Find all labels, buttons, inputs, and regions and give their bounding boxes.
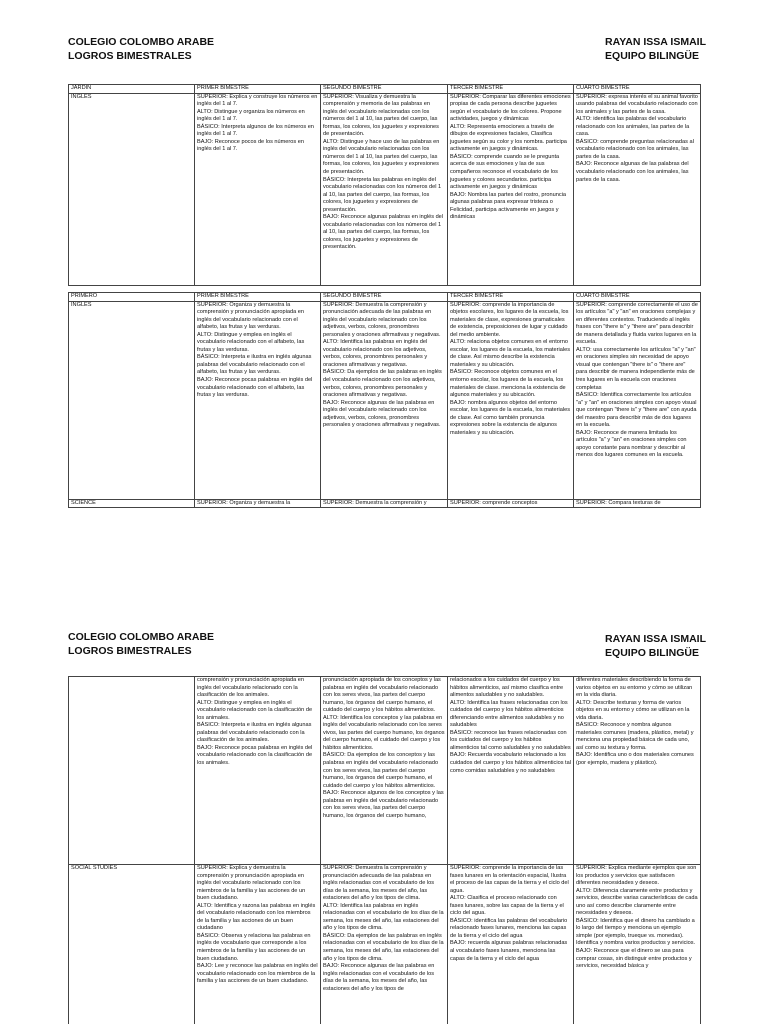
logros-cell: relacionados a los cuidados del cuerpo y los hábitos alimenticios, así mismo clasifica entre alimentos saludables y no saludables. ALTO: Identifica las frases relacionadas con los cuidados del cuerpo y los hábitos alimenticios diferenciando entre alimentos saludables y no saludables BÁSICO: reconoce las frases relacionadas con los cuidados del cuerpo y los hábitos alimenticios tal como saludables y no saludables BAJO: Recuerda vocabulario relacionado a los cuidados del cuerpo y los hábitos alimenticios tal como comidas saludables y no saludables: [448, 677, 574, 865]
table-header-row: [69, 293, 701, 302]
header-bim-3: TERCER BIMESTRE: [448, 293, 574, 302]
logros-cell: SUPERIOR: comprende correctamente el uso de los artículos "a" y "an" en oraciones complejas y en diferentes contextos. Traduciendo al inglés frases con "there is" y "there are" para describir de manera detallada y fluida varios lugares en la escuela. ALTO: usa correctamente los artículos "a" y "an" en oraciones simples sin necesidad de apoyo visual que contengan "there is" o "there are" para describir de manera independiente más de tres lugares en la escuela con oraciones completas BÁSICO: Identifica correctamente los artículos "a" y "an" en oraciones simples con apoyo visual que contengan "there is" y "there are" con ayuda del maestro para describir más de dos lugares en la escuela. BAJO: Reconoce de manera limitada los artículos "a" y "an" en oraciones simples con apoyo constante para nombrar y describir al menos dos lugares comunes en la escuela.: [574, 301, 701, 499]
logros-cell: SUPERIOR: Explica y demuestra la comprensión y pronunciación apropiada en inglés del vocabulario relacionado con los miembros de la familia y las acciones de un buen ciudadano. ALTO: Identifica y razona las palabras en inglés del vocabulario relacionado con los miembros de la familia y las acciones de un buen ciudadano BÁSICO: Observa y relaciona las palabras en inglés de vocabulario que corresponde a los miembros de la familia y las acciones de un buen ciudadano. BAJO: Lee y reconoce las palabras en inglés del vocabulario relacionado con los miembros de la familia y las acciones de un buen ciudadano.: [195, 865, 321, 1024]
table-jardin: [68, 84, 701, 286]
logros-cell: SUPERIOR: Explica y construye los números en inglés del 1 al 7. ALTO: Distingue y organiza los números en inglés del 1 al 7. BÁSICO: Interpreta algunos de los números en inglés del 1 al 7. BAJO: Reconoce pocos de los números en inglés del 1 al 7.: [195, 93, 321, 285]
teacher-name: RAYAN ISSA ISMAIL: [605, 36, 706, 48]
report-subtitle: LOGROS BIMESTRALES: [68, 645, 192, 657]
logros-cell: comprensión y pronunciación apropiada en inglés del vocabulario relacionado con la clasificación de los animales. ALTO: Distingue y emplea en inglés el vocabulario relacionado con la clasificación de los animales. BÁSICO: Interpreta e ilustra en inglés algunas palabras del vocabulario relacionado con la clasificación de los animales. BAJO: Reconoce pocas palabras en inglés del vocabulario relacionado con la clasificación de los animales.: [195, 677, 321, 865]
logros-cell: SUPERIOR: comprende conceptos: [448, 499, 574, 508]
logros-cell: SUPERIOR: comprende la importancia de objetos escolares, los lugares de la escuela, los materiales de clase, expresiones gramaticales de existencia, preposiciones de lugar y cuidado del medio ambiente. ALTO: relaciona objetos comunes en el entorno escolar, los lugares de la escuela, los materiales de clase. Así mismo describe la existencia materiales y su ubicación. BÁSICO: Reconoce objetos comunes en el entorno escolar, los lugares de la escuela, los materiales de clase. menciona la existencia de algunos materiales y su ubicación. BAJO: nombra algunos objetos del entorno escolar, los lugares de la escuela, los materiales de clase. Así como también pronuncia expresiones sobre la existencia de algunos materiales y su ubicación.: [448, 301, 574, 499]
team-name: EQUIPO BILINGÜE: [605, 647, 699, 659]
logros-cell: SUPERIOR: expresa interés el su animal favorito usando palabras del vocabulario relacionado con los animales y las partes de la casa. ALTO: identifica las palabras del vocabulario relacionado con los animales, las partes de la casa. BÁSICO: comprende preguntas relacionadas al vocabulario relacionado con los animales, las partes de la casa. BAJO: Reconoce algunas de las palabras del vocabulario relacionado con los animales, las partes de la casa.: [574, 93, 701, 285]
table-row: [69, 499, 701, 508]
teacher-name: RAYAN ISSA ISMAIL: [605, 633, 706, 645]
subject-label: SOCIAL STUDIES: [69, 865, 195, 1024]
header-left-page-2: [68, 630, 214, 658]
subject-label: SCIENCE: [69, 499, 195, 508]
logros-cell: SUPERIOR: Demuestra la comprensión y: [321, 499, 448, 508]
table-header-row: [69, 85, 701, 94]
school-name: COLEGIO COLOMBO ARABE: [68, 631, 215, 643]
header-right: [605, 35, 706, 63]
logros-cell: pronunciación apropiada de los conceptos y las palabras en inglés del vocabulario relacionado con los seres vivos, las partes del cuerpo humano, los órganos del cuerpo humano, el cuidado del cuerpo y los hábitos alimenticios. ALTO: Identifica los conceptos y las palabras en inglés del vocabulario relacionado con los seres vivos, las partes del cuerpo humano, los órganos del cuerpo humano, el cuidado del cuerpo y los hábitos alimenticios. BÁSICO: Da ejemplos de los conceptos y las palabras en inglés del vocabulario relacionado con los seres vivos, las partes del cuerpo humano, los órganos del cuerpo humano, el cuidado del cuerpo y los hábitos alimenticios. BAJO: Reconoce algunos de los conceptos y las palabras en inglés del vocabulario relacionado con los seres vivos, las partes del cuerpo humano, los órganos del cuerpo humano,: [321, 677, 448, 865]
table-row: [69, 865, 701, 1024]
table-primero: [68, 292, 701, 508]
subject-label: [69, 677, 195, 865]
school-name: COLEGIO COLOMBO ARABE: [68, 36, 215, 48]
logros-cell: SUPERIOR: Demuestra la comprensión y pronunciación adecuada de las palabras en inglés del vocabulario relacionado con los adjetivos, verbos, colores, pronombres personales y oraciones afirmativas y negativas. ALTO: Identifica las palabras en inglés del vocabulario relacionado con los adjetivos, verbos, colores, pronombres personales y oraciones afirmativas y negativas. BÁSICO: Da ejemplos de las palabras en inglés del vocabulario relacionado con los adjetivos, verbos, colores, pronombres personales y oraciones afirmativas y negativas. BAJO: Reconoce algunas de las palabras en inglés del vocabulario relacionado con los adjetivos, verbos, colores, pronombres personales y oraciones afirmativas y negativas.: [321, 301, 448, 499]
logros-cell: SUPERIOR: Comparar las diferentes emociones propias de cada persona describe juguetes según el vocabulario de los colores. Propone actividades, juegos y dinámicas ALTO: Representa emociones a través de dibujos de expresiones faciales, Clasifica juguetes según su color y los nombra. participa activamente en juegos y dinámicas. BÁSICO: comprende cuando se le pregunta acerca de sus emociones y las de sus compañeros reconoce el vocabulario de los juguetes y colores secundarios. participa activamente en juegos y dinámicas BAJO: Nombra las partes del rostro, pronuncia algunas palabras para expresar tristeza o Felicidad, participa activamente en juegos y dinámicas: [448, 93, 574, 285]
logros-cell: SUPERIOR: comprende la importancia de las fases lunares en la orientación espacial, Ilustra el proceso de las capas de la tierra y el ciclo del agua. ALTO: Clasifica el proceso relacionado con fases lunares, sobre las capas de la tierra y el ciclo del agua. BÁSICO: identifica las palabras del vocabulario relacionado fases lunares, menciona las capas de la tierra y el ciclo del agua BAJO: recuerda algunas palabras relacionadas al vocabulario fases lunares, menciona las capas de la tierra y el ciclo del agua: [448, 865, 574, 1024]
logros-cell: SUPERIOR: Compara texturas de: [574, 499, 701, 508]
header-right-page-2: [605, 632, 706, 660]
header-bim-1: PRIMER BIMESTRE: [195, 293, 321, 302]
subject-label: INGLES: [69, 301, 195, 499]
table-row: [69, 677, 701, 865]
subject-label: INGLES: [69, 93, 195, 285]
logros-cell: SUPERIOR: Explica mediante ejemplos que son los productos y servicios que satisfacen diferentes necesidades y deseos. ALTO: Diferencia claramente entre productos y servicios, describe varias características de cada uno así como describe claramente entre necesidades y deseos. BÁSICO: Identifica que el dinero ha cambiado a lo largo del tiempo y menciona un ejemplo simple (por ejemplo, trueque vs. monedas). Identifica y nombra varios productos y servicios. BAJO: Reconoce que el dinero se usa para comprar cosas, sin distinguir entre productos y servicios, necesidad básica y: [574, 865, 701, 1024]
header-left: [68, 35, 214, 63]
grade-label: PRIMERO: [69, 293, 195, 302]
logros-cell: SUPERIOR: Organiza y demuestra la comprensión y pronunciación apropiada en inglés del vocabulario relacionado con el alfabeto, las frutas y las verduras. ALTO: Distingue y emplea en inglés el vocabulario relacionado con el alfabeto, las frutas y las verduras. BÁSICO: Interpreta e ilustra en inglés algunas palabras del vocabulario relacionado con el alfabeto, las frutas y las verduras. BAJO: Reconoce pocas palabras en inglés del vocabulario relacionado con el alfabeto, las frutas y las verduras.: [195, 301, 321, 499]
table-row: [69, 301, 701, 499]
header-bim-2: SEGUNDO BIMESTRE: [321, 293, 448, 302]
logros-cell: SUPERIOR: Demuestra la comprensión y pronunciación adecuada de las palabras en inglés relacionadas con el vocabulario de los días de la semana, los meses del año, las estaciones del año y los tipos de clima. ALTO: Identifica las palabras en inglés relacionadas con el vocabulario de los días de la semana, los meses del año, las estaciones del año y los tipos de clima. BÁSICO: Da ejemplos de las palabras en inglés relacionadas con el vocabulario de los días de la semana, los meses del año, las estaciones del año y los tipos de clima. BAJO: Reconoce algunas de las palabras en inglés relacionadas con el vocabulario de los días de la semana, los meses del año, las estaciones del año y los tipos de: [321, 865, 448, 1024]
header-bim-3: TERCER BIMESTRE: [448, 85, 574, 94]
header-bim-1: PRIMER BIMESTRE: [195, 85, 321, 94]
team-name: EQUIPO BILINGÜE: [605, 50, 699, 62]
logros-cell: SUPERIOR: Visualiza y demuestra la comprensión y memoria de las palabras en inglés del vocabulario relacionadas con los números del 1 al 10, las partes del cuerpo, las formas, los colores, los juguetes y expresiones de presentación. ALTO: Distingue y hace uso de las palabras en inglés del vocabulario relacionadas con los números del 1 al 10, las partes del cuerpo, las formas, los colores, los juguetes y expresiones de presentación. BÁSICO: Interpreta las palabras en inglés del vocabulario relacionadas con los números del 1 al 10, las partes del cuerpo, las formas, los colores, los juguetes y expresiones de presentación. BAJO: Reconoce algunas palabras en inglés del vocabulario relacionadas con los números del 1 al 10, las partes del cuerpo, las formas, los colores, los juguetes y expresiones de presentación.: [321, 93, 448, 285]
report-subtitle: LOGROS BIMESTRALES: [68, 50, 192, 62]
header-bim-4: CUARTO BIMESTRE: [574, 293, 701, 302]
logros-cell: diferentes materiales describiendo la forma de varios objetos en su entorno y cómo se utilizan en la vida diaria. ALTO: Describe texturas y forma de varios objetos en su entorno y cómo se utilizan en la vida diaria. BÁSICO: Reconoce y nombra algunos materiales comunes (madera, plástico, metal) y menciona una propiedad básica de cada uno, así como su textura y forma. BAJO: Identifica uno o dos materiales comunes (por ejemplo, madera y plástico).: [574, 677, 701, 865]
header-bim-4: CUARTO BIMESTRE: [574, 85, 701, 94]
table-continuation: [68, 676, 701, 1024]
header-bim-2: SEGUNDO BIMESTRE: [321, 85, 448, 94]
grade-label: JARDIN: [69, 85, 195, 94]
logros-cell: SUPERIOR: Organiza y demuestra la: [195, 499, 321, 508]
table-row: [69, 93, 701, 285]
